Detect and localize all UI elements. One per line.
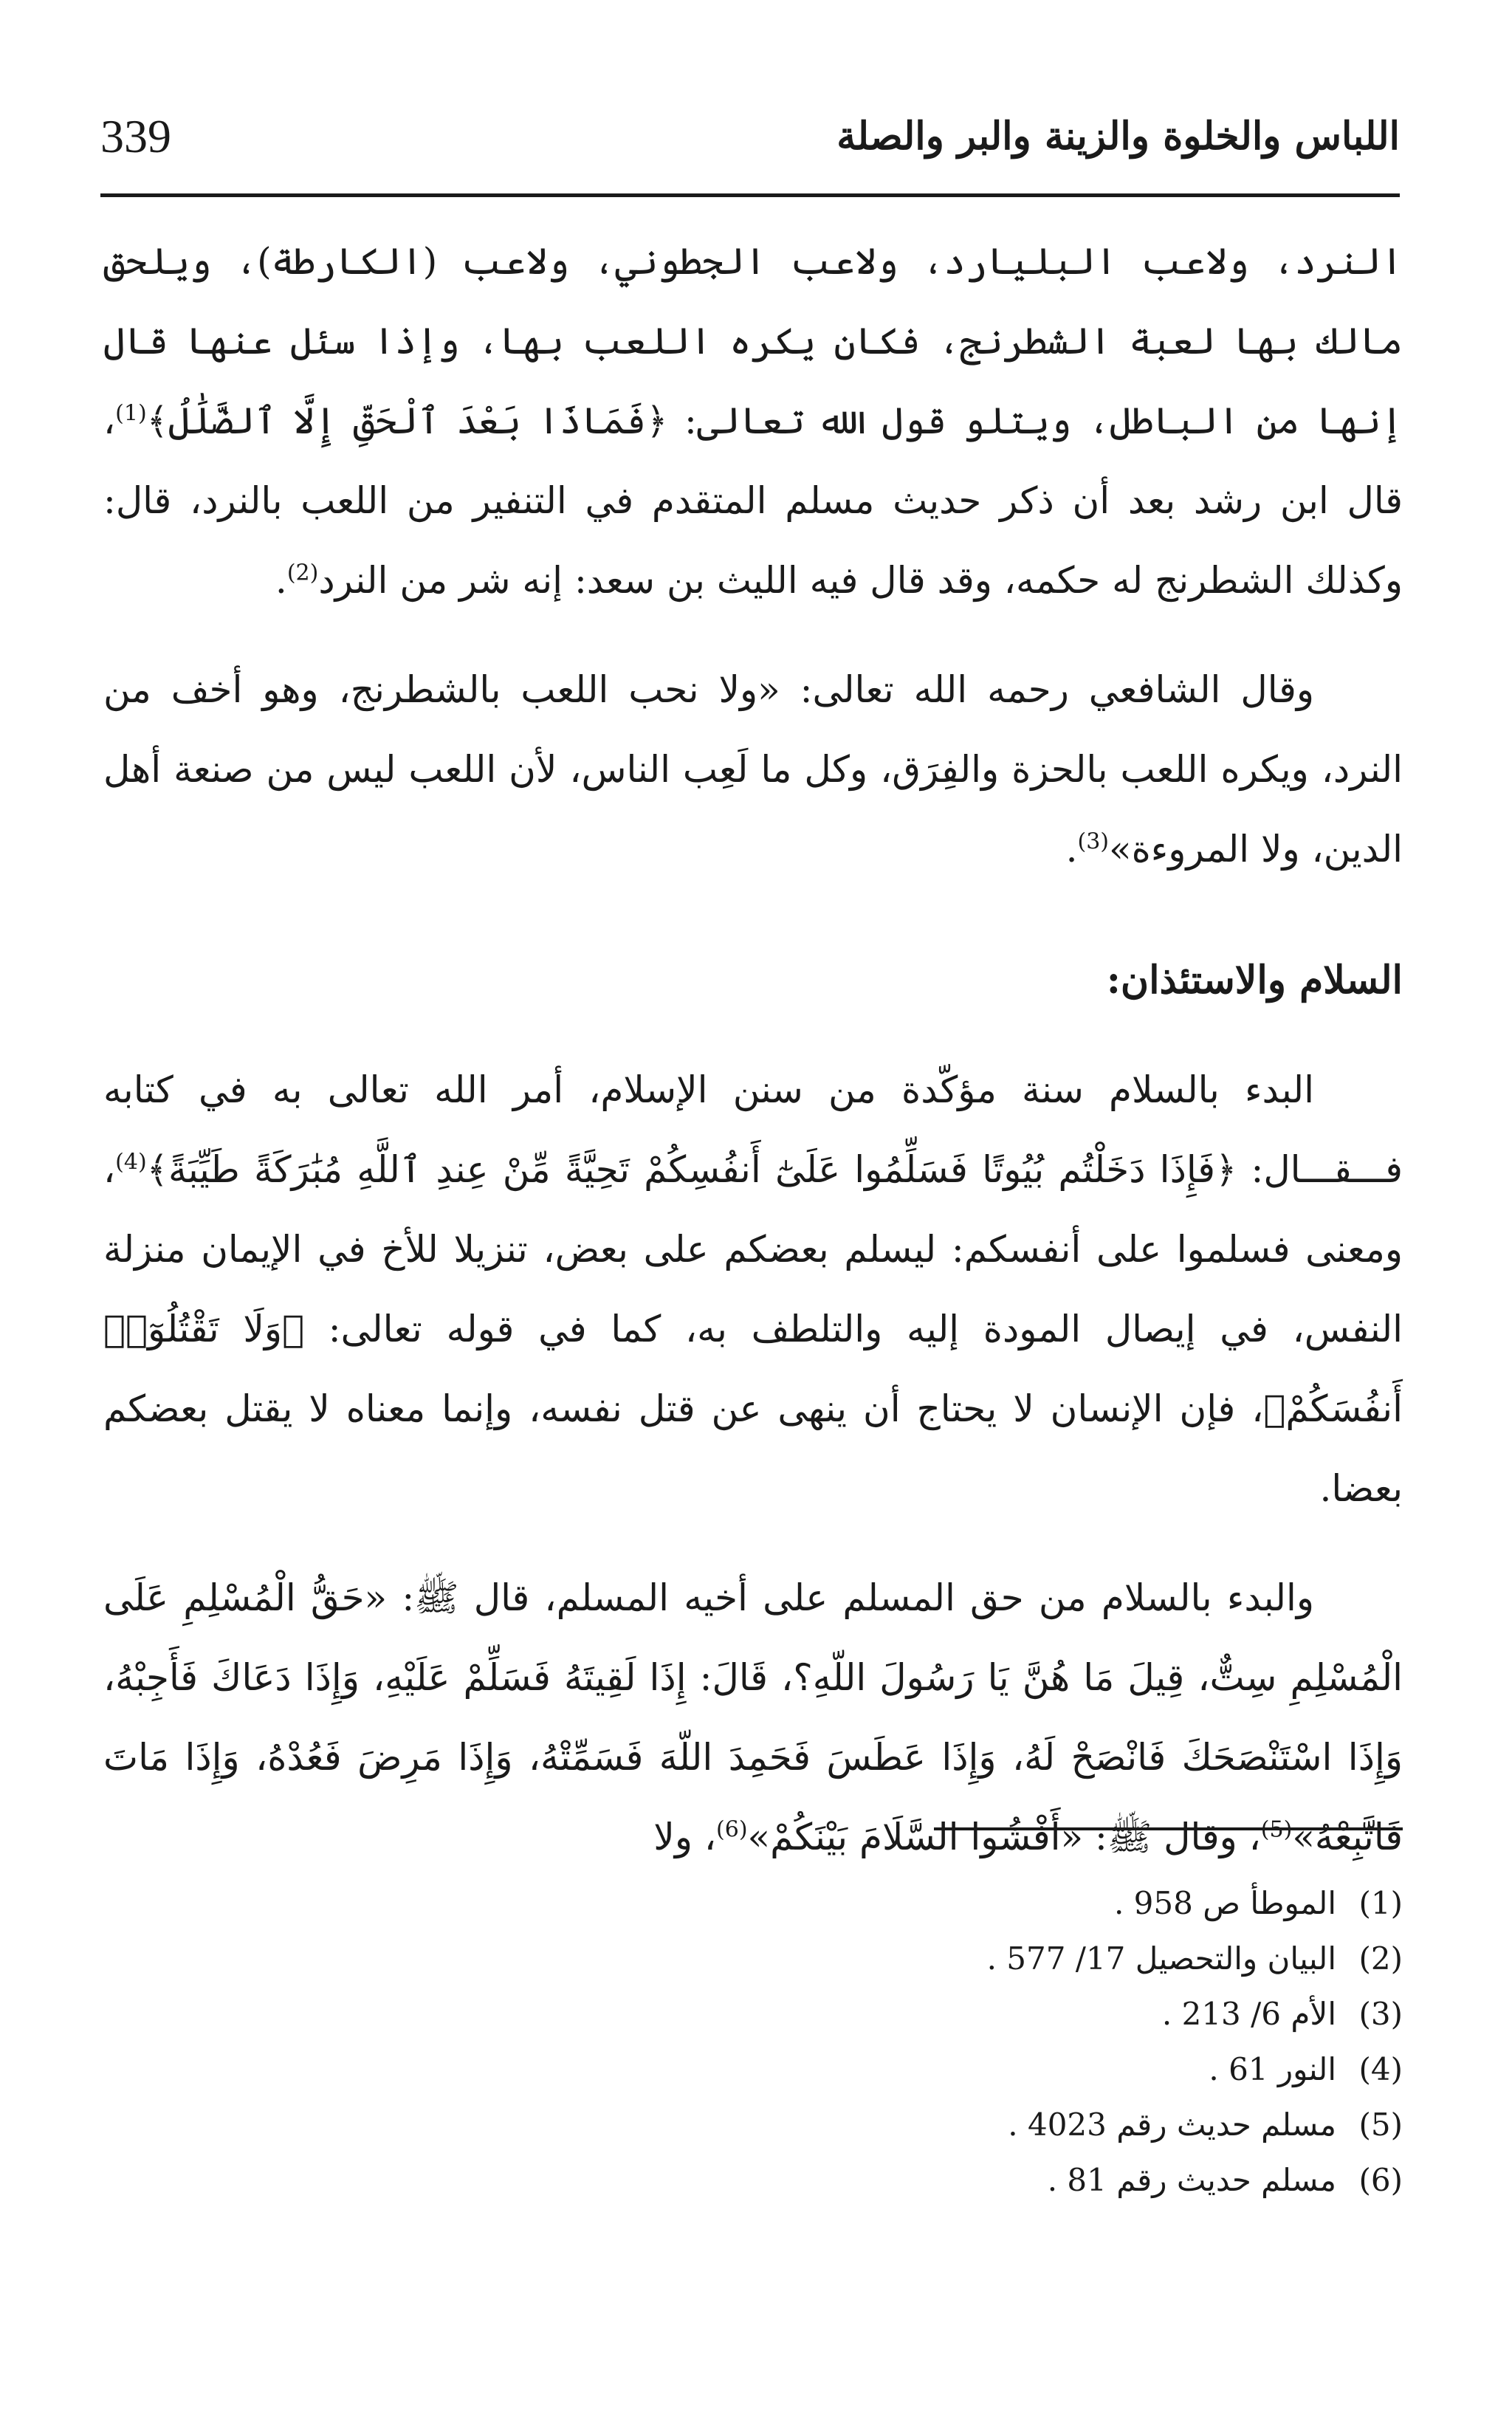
paragraph-text: والبدء بالسلام من حق المسلم على أخيه المسلم، قال ﷺ: «حَقُّ الْمُسْلِمِ عَلَى الْمُسْلِمِ سِتٌّ، قِيلَ مَا هُنَّ يَا رَسُولَ اللّهِ؟، قَالَ: إِذَا لَقِيتَهُ فَسَلِّمْ عَلَيْهِ، وَإِذَا دَعَاكَ فَأَجِبْهُ، وَإِذَا اسْتَنْصَحَكَ فَانْصَحْ لَهُ، وَإِذَا عَطَسَ فَحَمِدَ اللّهَ فَسَمِّتْهُ، وَإِذَا مَرِضَ فَعُدْهُ، وَإِذَا مَاتَ فَاتَّبِعْهُ»: [103, 1576, 1403, 1858]
footnote-text: مسلم حديث رقم 4023 .: [1008, 2107, 1336, 2143]
footnote-number: (3): [1358, 1996, 1403, 2032]
footnote-ref: (2): [286, 560, 319, 586]
paragraph: [103, 222, 1403, 620]
running-title: اللباس والخلوة والزينة والبر والصلة: [836, 114, 1400, 159]
footnotes: [664, 1875, 1403, 2208]
paragraph: [103, 1050, 1403, 1528]
footnote-ref: (5): [1260, 1816, 1293, 1843]
footnote-text: الموطأ ص 958 .: [1113, 1885, 1336, 1921]
header-divider: [100, 193, 1400, 197]
footnote-ref: (6): [716, 1816, 748, 1843]
footnote-number: (1): [1358, 1885, 1403, 1921]
page-number: 339: [100, 110, 171, 162]
page-header: [100, 103, 1400, 185]
footnote-text: مسلم حديث رقم 81 .: [1047, 2162, 1336, 2198]
main-text: [103, 222, 1403, 1906]
footnote-ref: (1): [115, 400, 147, 427]
paragraph-text: البدء بالسلام سنة مؤكّدة من سنن الإسلام، أمر الله تعالى به في كتابه فـــقـــال: ﴿فَإِذَا دَخَلْتُم بُيُوتًا فَسَلِّمُوا عَلَىٰٓ أَنفُسِكُمْ تَحِيَّةً مِّنْ عِندِ ٱللَّهِ مُبَٰرَكَةً طَيِّبَةً﴾: [103, 1068, 1403, 1191]
section-heading: السلام والاستئذان:: [1106, 958, 1403, 1003]
footnote: [664, 1931, 1403, 1986]
footnote: [664, 2097, 1403, 2152]
footnote-divider: [934, 1827, 1403, 1830]
paragraph-text: النرد، ولاعب البليارد، ولاعب الجطوني، ولاعب (الكارطة)، ويلحق مالك بها لعبة الشطرنج، فكان يكره اللعب بها، وإذا سئل عنها قال إنها من الباطل، ويتلو قول الله تعالى: ﴿فَمَاذَا بَعْدَ ٱلْحَقِّ إِلَّا ٱلضَّلَٰلُ﴾: [103, 240, 1403, 442]
footnote: [664, 1986, 1403, 2042]
footnote-text: النور 61 .: [1209, 2051, 1336, 2087]
footnote-ref: (3): [1077, 828, 1109, 855]
footnote-number: (4): [1358, 2051, 1403, 2087]
paragraph-text: ، ولا: [653, 1816, 716, 1858]
paragraph-text: ، قال ابن رشد بعد أن ذكر حديث مسلم المتقدم في التنفير من اللعب بالنرد، قال: وكذلك الشطرنج له حكمه، وقد قال فيه الليث بن سعد: إنه شر من النرد: [103, 399, 1403, 602]
footnote-number: (2): [1358, 1940, 1403, 1977]
footnote-text: الأم 6/ 213 .: [1161, 1996, 1336, 2032]
paragraph: [103, 650, 1403, 889]
paragraph-text: .: [1065, 828, 1078, 871]
paragraph-text: .: [275, 559, 287, 602]
footnote-number: (5): [1358, 2107, 1403, 2143]
paragraph-text: ، ومعنى فسلموا على أنفسكم: ليسلم بعضكم على بعض، تنزيلا للأخ في الإيمان منزلة النفس، في إيصال المودة إليه والتلطف به، كما في قوله تعالى: ﴿وَلَا تَقْتُلُوٓا۟ أَنفُسَكُمْ﴾، فإن الإنسان لا يحتاج أن ينهى عن قتل نفسه، وإنما معناه لا يقتل بعضكم بعضا.: [103, 1148, 1403, 1510]
footnote-text: البيان والتحصيل 17/ 577 .: [986, 1940, 1336, 1977]
footnote: [664, 2042, 1403, 2097]
footnote-number: (6): [1358, 2162, 1403, 2198]
footnote: [664, 2152, 1403, 2208]
paragraph-text: ، وقال ﷺ: «أَفْشُوا السَّلَامَ بَيْنَكُمْ»: [747, 1816, 1261, 1858]
paragraph-text: وقال الشافعي رحمه الله تعالى: «ولا نحب اللعب بالشطرنج، وهو أخف من النرد، ويكره اللعب بالحزة والفِرَق، وكل ما لَعِب الناس، لأن اللعب ليس من صنعة أهل الدين، ولا المروءة»: [103, 668, 1403, 871]
footnote-ref: (4): [115, 1149, 147, 1175]
footnote: [664, 1875, 1403, 1931]
